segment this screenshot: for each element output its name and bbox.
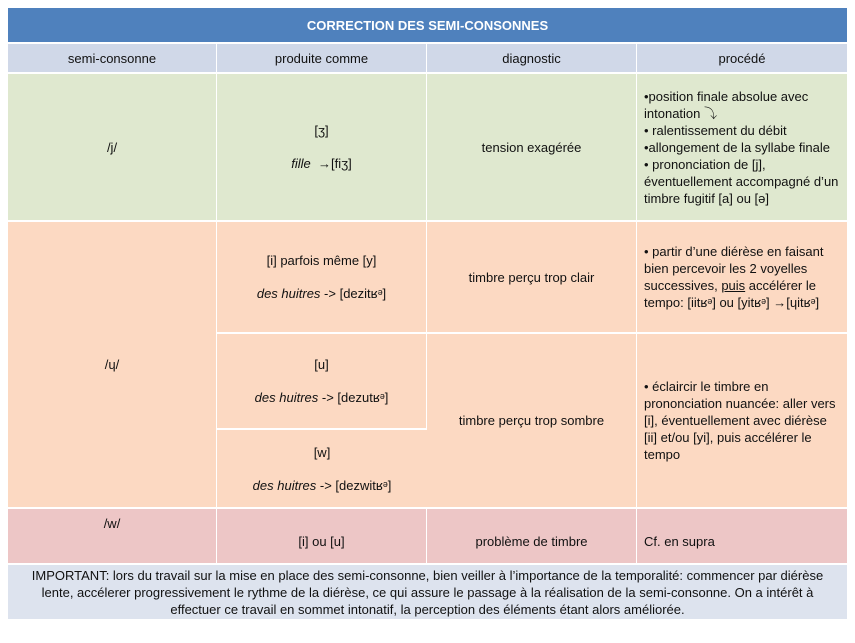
procede-j-item: • ralentissement du débit	[644, 122, 787, 138]
produced-hu-1-transcription: -> [dezitʁᵊ]	[320, 286, 387, 301]
correction-table-container	[8, 8, 847, 635]
produced-j-example	[224, 155, 419, 172]
row-hu-1	[8, 222, 847, 334]
diagnostic-hu-23: timbre perçu trop sombre	[427, 334, 637, 509]
header-row	[8, 44, 847, 74]
procede-j-item: •allongement de la syllabe finale	[644, 139, 830, 155]
header-semi-consonne: semi-consonne	[8, 44, 217, 74]
procede-hu-23: • éclaircir le timbre en prononciation nuancée: aller vers [i], éventuellement avec diérèse [ii] et/ou [yi], puis accélérer le tempo	[637, 334, 847, 509]
produced-hu-2-sound: [u]	[314, 357, 329, 372]
header-diagnostic: diagnostic	[427, 44, 637, 74]
table-title: CORRECTION DES SEMI-CONSONNES	[8, 8, 847, 44]
diagnostic-j: tension exagérée	[427, 74, 637, 222]
procede-hu-1-puis: puis	[721, 278, 746, 293]
row-w	[8, 509, 847, 565]
produced-hu-1	[217, 222, 427, 334]
produced-w: [i] ou [u]	[217, 509, 427, 565]
important-note: IMPORTANT: lors du travail sur la mise en place des semi-consonne, bien veiller à l’importance de la temporalité: commencer par diérèse lente, accélerer progressivement le rythme de la diérèse, ce qui assure le passage à la réalisation de la semi-consonne. On a intérêt à effectuer ce travail en sommet intonatif, la perception des éléments étant alors améliorée.	[8, 565, 847, 621]
produced-hu-2	[217, 334, 427, 430]
produced-hu-2-word: des huitres	[254, 390, 319, 405]
header-procede: procédé	[637, 44, 847, 74]
procede-w: Cf. en supra	[637, 509, 847, 565]
procede-hu-1-text: • partir d’une diérèse en faisant bien percevoir les 2 voyelles successives,	[644, 244, 824, 293]
procede-hu-1-text-end: accélérer le tempo: [iitʁᵊ] ou [yitʁᵊ] →[ɥitʁᵊ]	[644, 278, 820, 310]
symbol-w: /w/	[8, 509, 217, 565]
procede-hu-1	[637, 222, 847, 334]
produced-hu-3-example	[224, 477, 420, 494]
produced-hu-1-sound: [i] parfois même [y]	[266, 253, 377, 268]
produced-hu-1-example	[224, 285, 419, 302]
row-j	[8, 74, 847, 222]
procede-j	[637, 74, 847, 222]
produced-hu-3-sound: [w]	[313, 444, 331, 460]
produced-hu-2-transcription: -> [dezutʁᵊ]	[318, 390, 389, 405]
produced-hu-2-example	[224, 389, 419, 406]
produced-j-sound: [ʒ]	[314, 123, 329, 138]
produced-hu-3-word: des huitres	[252, 477, 317, 493]
produced-hu-3-transcription: -> [dezwitʁᵊ]	[316, 477, 392, 493]
procede-j-item: • prononciation de [j], éventuellement accompagné d’un timbre fugitif [a] ou [ə]	[644, 156, 839, 206]
produced-hu-1-word: des huitres	[256, 286, 321, 301]
produced-j	[217, 74, 427, 222]
procede-j-item: •position finale absolue avec intonation ⤵	[644, 88, 809, 121]
produced-j-transcription: →[fiʒ]	[317, 156, 352, 171]
diagnostic-hu-1: timbre perçu trop clair	[427, 222, 637, 334]
header-produite-comme: produite comme	[217, 44, 427, 74]
symbol-j: /j/	[8, 74, 217, 222]
correction-table	[8, 8, 847, 621]
diagnostic-w: problème de timbre	[427, 509, 637, 565]
produced-hu-3	[217, 430, 427, 509]
symbol-hu: /ɥ/	[8, 222, 217, 509]
produced-j-word: fille	[291, 156, 311, 171]
